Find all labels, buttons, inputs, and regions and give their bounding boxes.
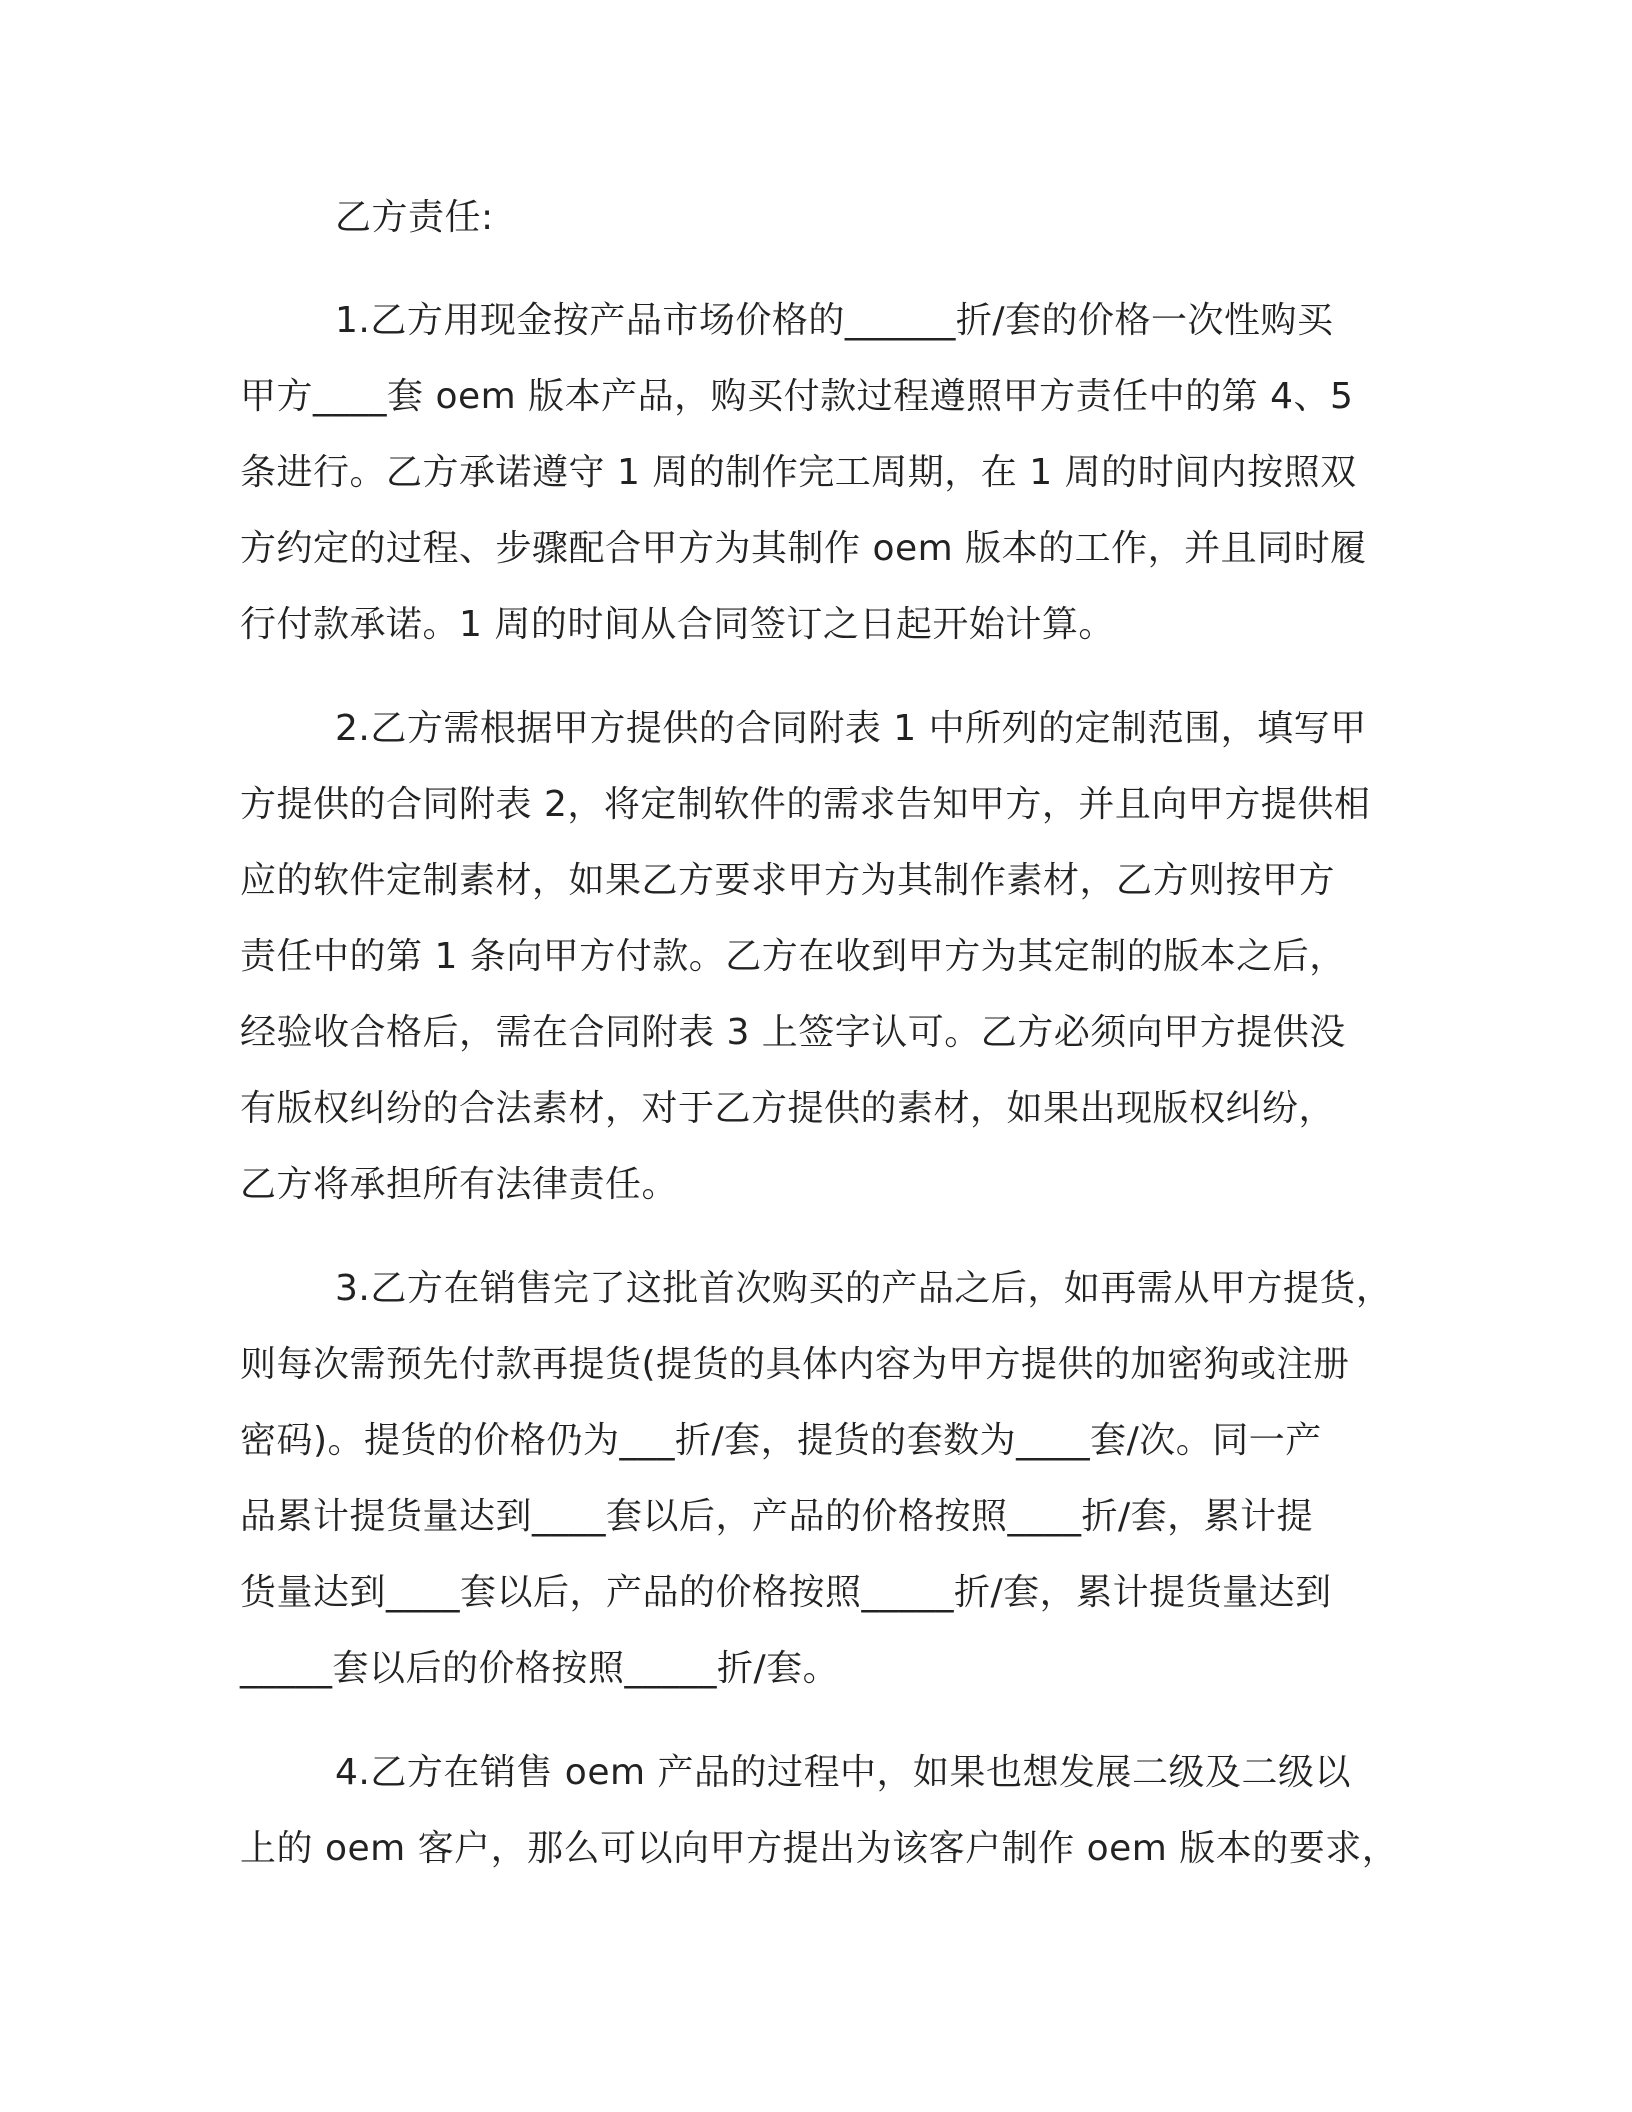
paragraph-1-line-2: 甲方____套 oem 版本产品，购买付款过程遵照甲方责任中的第 4、5 [240, 376, 1354, 417]
paragraph-3-line-1: 3.乙方在销售完了这批首次购买的产品之后，如再需从甲方提货， [335, 1268, 1393, 1309]
paragraph-2-line-2: 方提供的合同附表 2，将定制软件的需求告知甲方，并且向甲方提供相 [240, 784, 1371, 825]
paragraph-1-line-3: 条进行。乙方承诺遵守 1 周的制作完工周期，在 1 周的时间内按照双 [240, 452, 1357, 493]
paragraph-1-line-4: 方约定的过程、步骤配合甲方为其制作 oem 版本的工作，并且同时履 [240, 528, 1367, 569]
paragraph-2-line-5: 经验收合格后，需在合同附表 3 上签字认可。乙方必须向甲方提供没 [240, 1012, 1346, 1053]
paragraph-3-line-3: 密码)。提货的价格仍为___折/套，提货的套数为____套/次。同一产 [240, 1420, 1322, 1461]
paragraph-4-line-1: 4.乙方在销售 oem 产品的过程中，如果也想发展二级及二级以 [335, 1752, 1351, 1793]
paragraph-1-line-1: 1.乙方用现金按产品市场价格的______折/套的价格一次性购买 [335, 300, 1334, 341]
paragraph-3-line-4: 品累计提货量达到____套以后，产品的价格按照____折/套，累计提 [240, 1496, 1314, 1537]
paragraph-2-line-6: 有版权纠纷的合法素材，对于乙方提供的素材，如果出现版权纠纷， [240, 1088, 1336, 1129]
paragraph-2-line-4: 责任中的第 1 条向甲方付款。乙方在收到甲方为其定制的版本之后， [240, 936, 1346, 977]
section-heading: 乙方责任: [335, 197, 494, 238]
paragraph-1-line-5: 行付款承诺。1 周的时间从合同签订之日起开始计算。 [240, 604, 1115, 645]
paragraph-2-line-7: 乙方将承担所有法律责任。 [240, 1164, 679, 1205]
paragraph-3-line-2: 则每次需预先付款再提货(提货的具体内容为甲方提供的加密狗或注册 [240, 1344, 1350, 1385]
paragraph-4-line-2: 上的 oem 客户，那么可以向甲方提出为该客户制作 oem 版本的要求， [240, 1828, 1399, 1869]
paragraph-3-line-6: _____套以后的价格按照_____折/套。 [240, 1648, 840, 1689]
paragraph-3-line-5: 货量达到____套以后，产品的价格按照_____折/套，累计提货量达到 [240, 1572, 1332, 1613]
paragraph-2-line-3: 应的软件定制素材，如果乙方要求甲方为其制作素材，乙方则按甲方 [240, 860, 1336, 901]
paragraph-2-line-1: 2.乙方需根据甲方提供的合同附表 1 中所列的定制范围，填写甲 [335, 708, 1367, 749]
